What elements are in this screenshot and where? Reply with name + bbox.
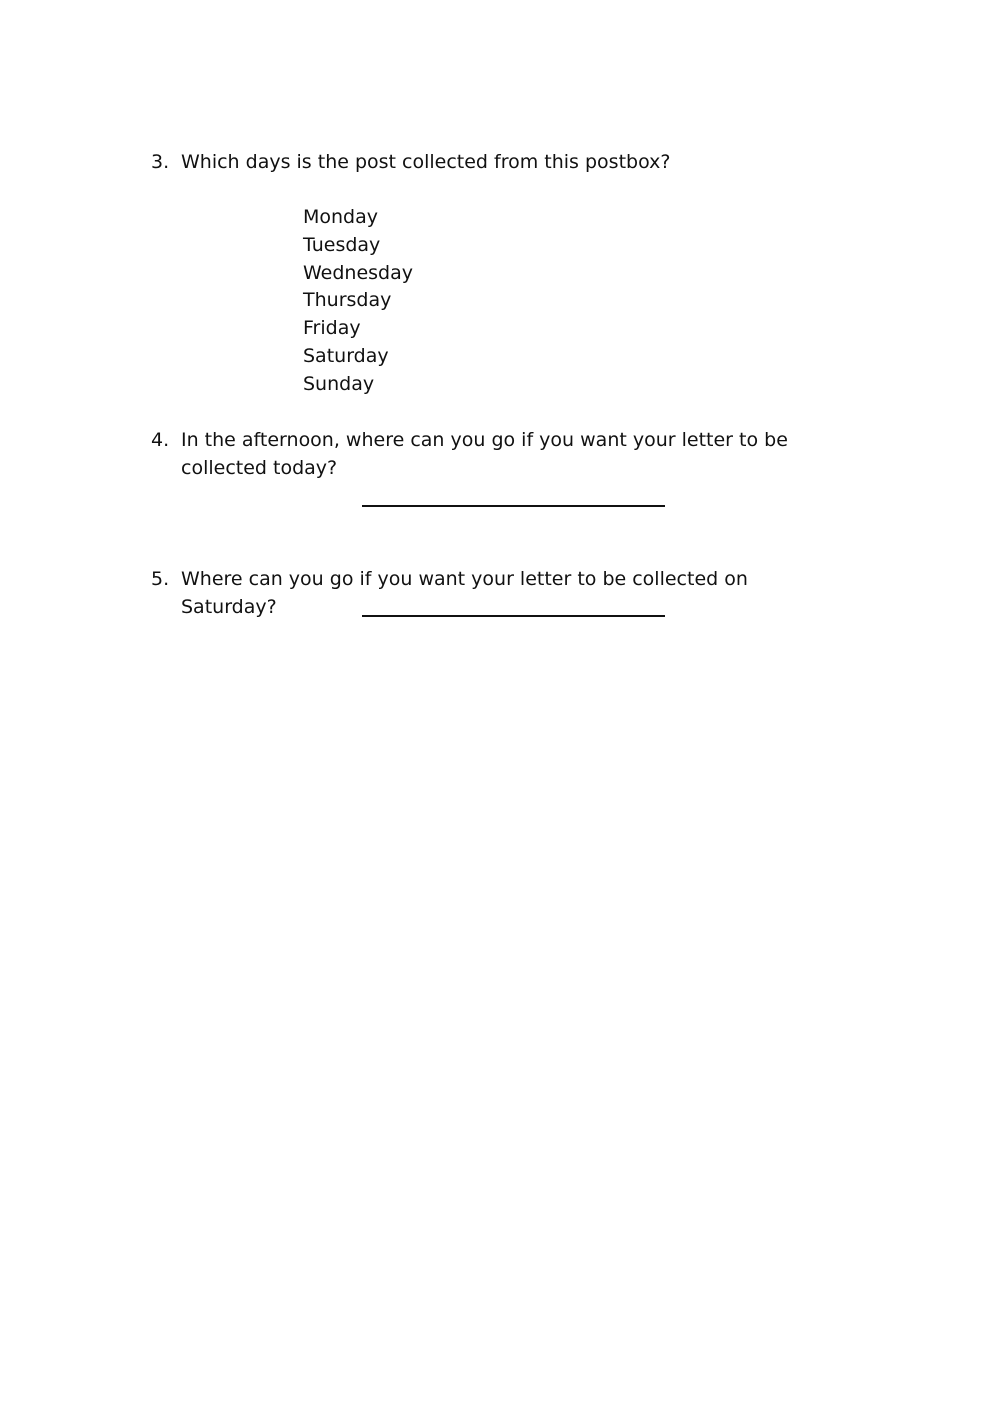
day-option-monday[interactable]: Monday (303, 206, 379, 228)
question-number: 3. (151, 151, 170, 173)
question-text: In the afternoon, where can you go if you want your letter to be collected today? (181, 429, 788, 479)
day-option-friday[interactable]: Friday (303, 317, 361, 340)
question-5 (151, 565, 841, 618)
question-text: Which days is the post collected from this postbox? (181, 151, 671, 173)
day-option-tuesday[interactable]: Tuesday (303, 233, 381, 256)
question-text: Where can you go if you want your letter to be collected on Saturday? (181, 568, 748, 618)
day-option-thursday[interactable]: Thursday (303, 289, 392, 312)
day-option-saturday[interactable]: Saturday (303, 344, 389, 367)
question-number: 4. (151, 429, 170, 451)
day-option-sunday[interactable]: Sunday (303, 372, 375, 395)
day-option-wednesday[interactable]: Wednesday (303, 261, 414, 284)
day-options-list (303, 204, 413, 399)
question-4 (151, 426, 841, 482)
question-number: 5. (151, 568, 170, 590)
answer-line-question-4[interactable] (362, 505, 665, 507)
answer-line-question-5[interactable] (362, 615, 665, 617)
question-3 (151, 148, 841, 176)
